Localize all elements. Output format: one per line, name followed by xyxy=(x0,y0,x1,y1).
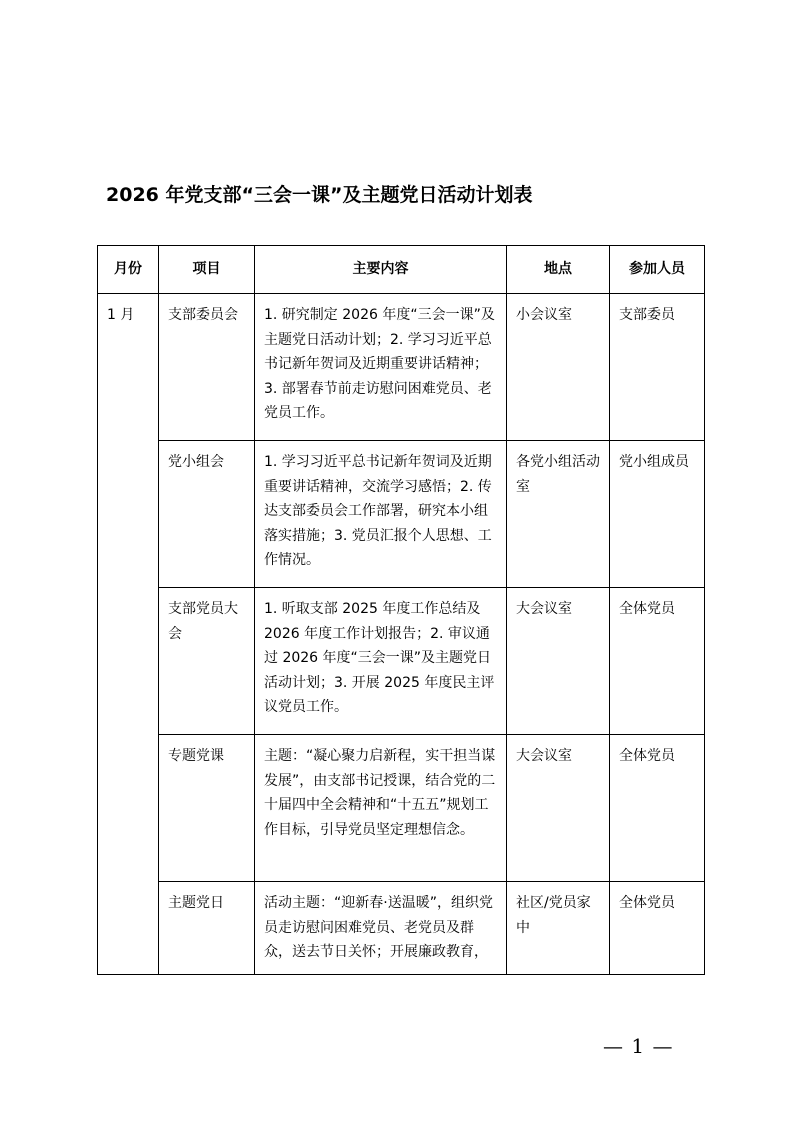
item-cell: 专题党课 xyxy=(159,735,255,882)
item-cell: 支部委员会 xyxy=(159,294,255,441)
page-number: — 1 — xyxy=(603,1034,674,1058)
header-location: 地点 xyxy=(507,246,610,294)
participants-cell: 全体党员 xyxy=(610,882,705,975)
participants-cell: 全体党员 xyxy=(610,588,705,735)
table-row xyxy=(98,294,705,441)
document-title: 2026 年党支部“三会一课”及主题党日活动计划表 xyxy=(106,184,533,206)
item-cell: 支部党员大会 xyxy=(159,588,255,735)
location-cell: 社区/党员家中 xyxy=(507,882,610,975)
item-cell: 主题党日 xyxy=(159,882,255,975)
header-item: 项目 xyxy=(159,246,255,294)
content-cell: 1. 研究制定 2026 年度“三会一课”及主题党日活动计划；2. 学习习近平总书记新年贺词及近期重要讲话精神；3. 部署春节前走访慰问困难党员、老党员工作。 xyxy=(255,294,507,441)
participants-cell: 党小组成员 xyxy=(610,441,705,588)
content-cell: 1. 听取支部 2025 年度工作总结及 2026 年度工作计划报告；2. 审议通过 2026 年度“三会一课”及主题党日活动计划；3. 开展 2025 年度民主评议党员工作。 xyxy=(255,588,507,735)
location-cell: 小会议室 xyxy=(507,294,610,441)
header-participants: 参加人员 xyxy=(610,246,705,294)
location-cell: 各党小组活动室 xyxy=(507,441,610,588)
table-row xyxy=(98,588,705,735)
header-month: 月份 xyxy=(98,246,159,294)
table-row xyxy=(98,441,705,588)
participants-cell: 全体党员 xyxy=(610,735,705,882)
content-cell: 活动主题：“迎新春·送温暖”，组织党员走访慰问困难党员、老党员及群众，送去节日关怀；开展廉政教育， xyxy=(255,882,507,975)
table-header-row xyxy=(98,246,705,294)
location-cell: 大会议室 xyxy=(507,588,610,735)
content-cell: 主题：“凝心聚力启新程，实干担当谋发展”，由支部书记授课，结合党的二十届四中全会精神和“十五五”规划工作目标，引导党员坚定理想信念。 xyxy=(255,735,507,882)
header-content: 主要内容 xyxy=(255,246,507,294)
table-row xyxy=(98,882,705,975)
item-cell: 党小组会 xyxy=(159,441,255,588)
activity-plan-table xyxy=(97,245,705,975)
month-cell: 1 月 xyxy=(98,294,159,975)
participants-cell: 支部委员 xyxy=(610,294,705,441)
table-row xyxy=(98,735,705,882)
content-cell: 1. 学习习近平总书记新年贺词及近期重要讲话精神，交流学习感悟；2. 传达支部委员会工作部署，研究本小组落实措施；3. 党员汇报个人思想、工作情况。 xyxy=(255,441,507,588)
location-cell: 大会议室 xyxy=(507,735,610,882)
